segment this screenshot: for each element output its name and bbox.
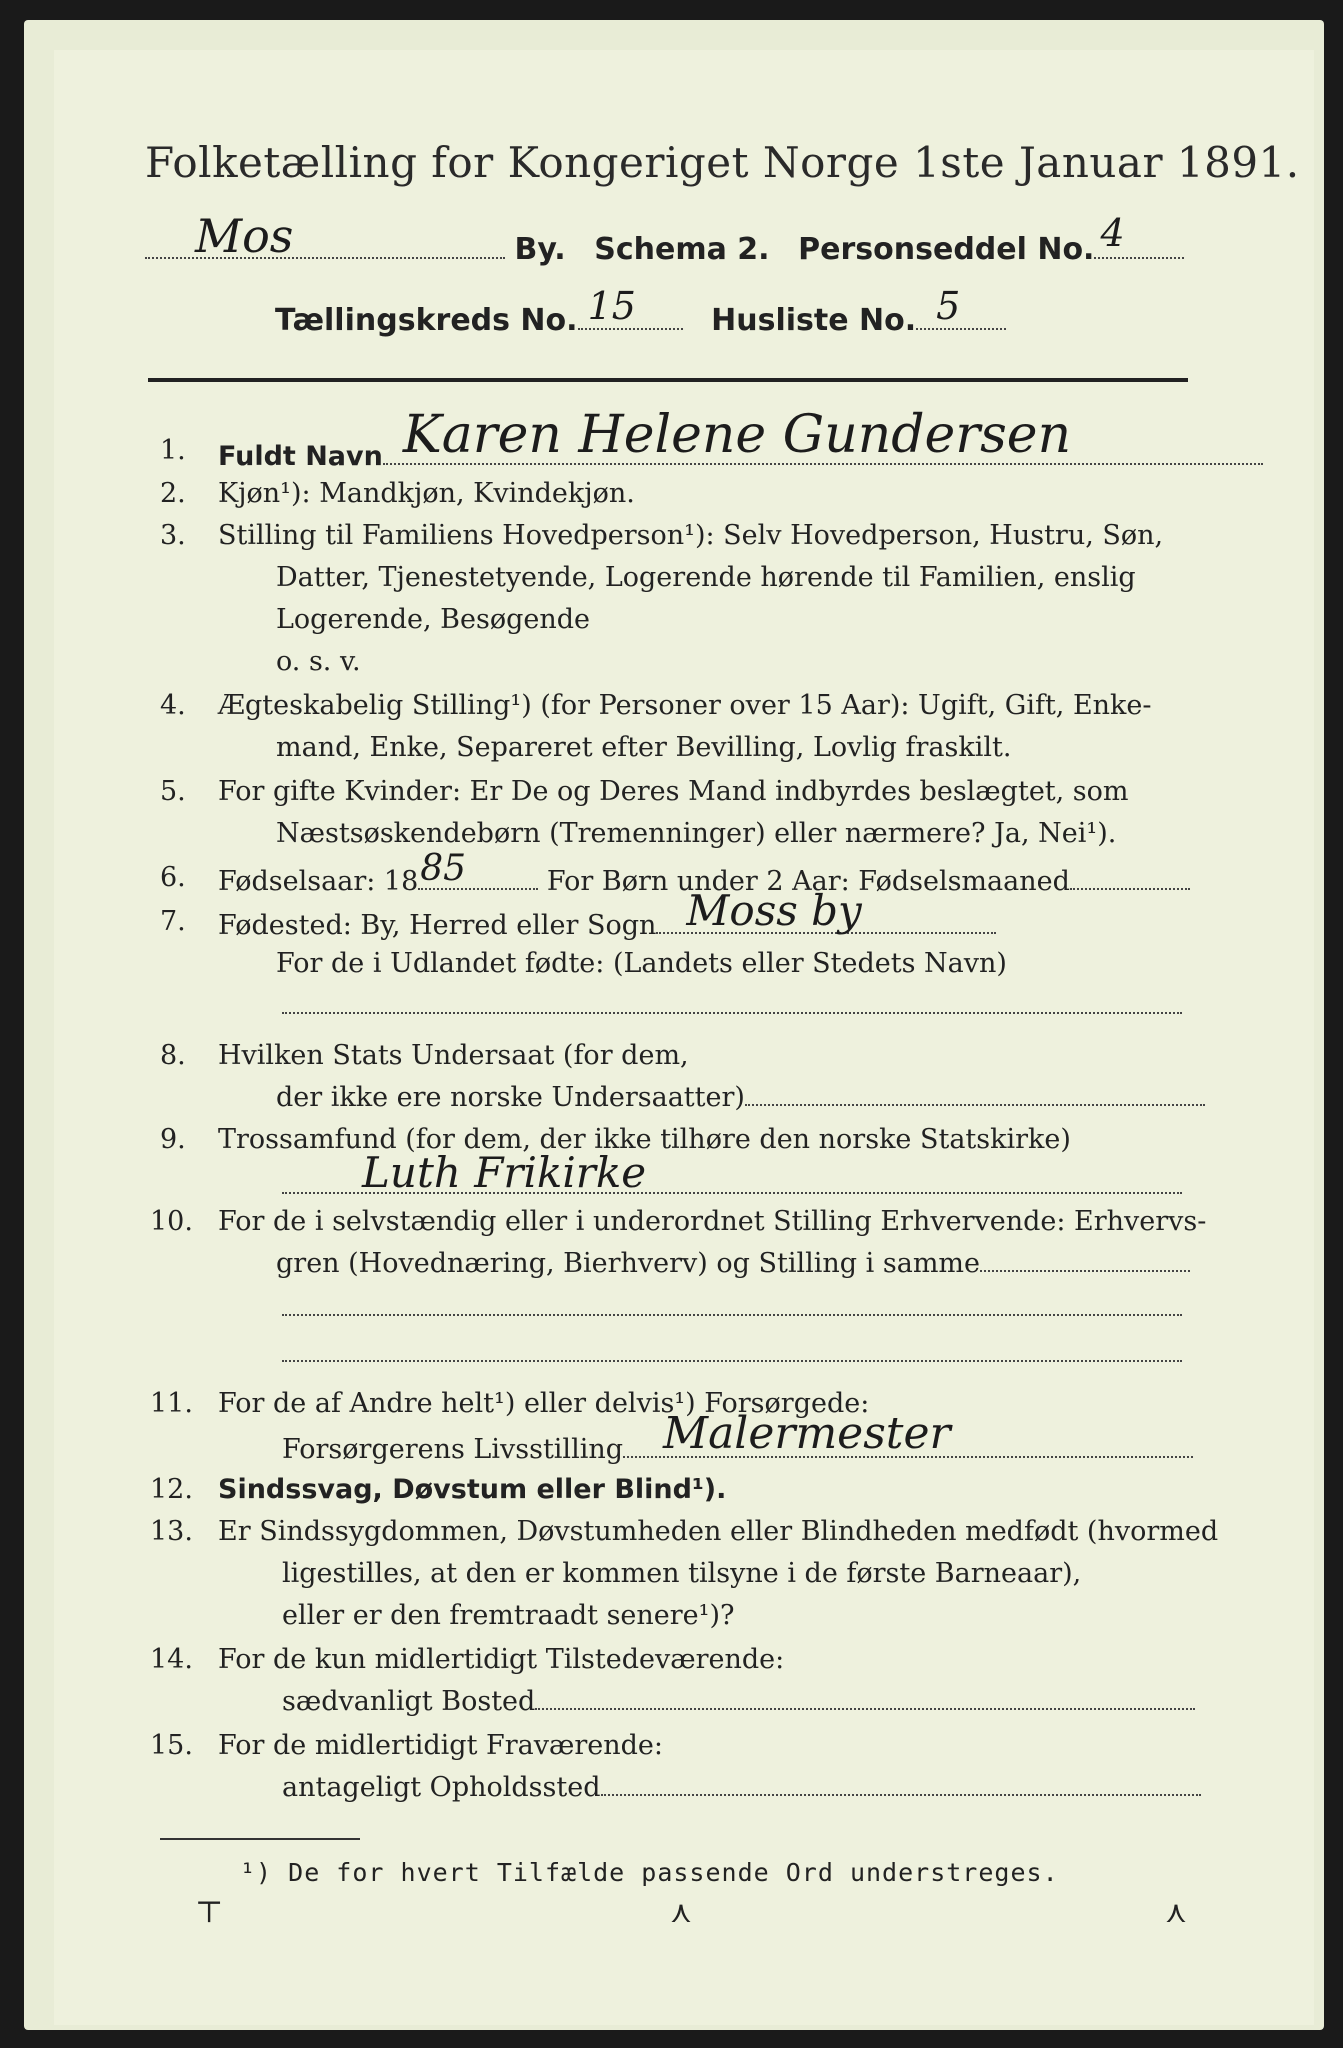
- item-9-answer: Luth Frikirke: [362, 1148, 647, 1197]
- item-13-number: 13.: [150, 1516, 193, 1547]
- item-8-line-2: [276, 1082, 1205, 1113]
- item-13-line-3: eller er den fremtraadt senere¹)?: [282, 1600, 735, 1631]
- form-title: Folketælling for Kongeriget Norge 1ste Januar 1891.: [145, 138, 1300, 187]
- item-7-number: 7.: [160, 906, 186, 937]
- item-2-line: Kjøn¹): Mandkjøn, Kvindekjøn.: [218, 478, 635, 509]
- header-row-1: [145, 209, 1184, 267]
- item-2-number: 2.: [160, 478, 186, 509]
- item-1-line: [218, 405, 1263, 472]
- item-3-line-4: o. s. v.: [276, 646, 361, 677]
- item-13-line-2: ligestilles, at den er kommen tilsyne i de første Barneaar),: [282, 1558, 1082, 1589]
- item-10-line-2: [276, 1248, 1190, 1279]
- item-4-number: 4.: [160, 690, 186, 721]
- header-row-2: [275, 284, 1006, 338]
- item-8-label: der ikke ere norske Undersaatter): [276, 1082, 745, 1113]
- footnote-divider: [160, 1838, 360, 1840]
- by-label: By.: [514, 232, 566, 267]
- item-12-number: 12.: [150, 1474, 193, 1505]
- corner-mark-right: ⋏: [1165, 1895, 1187, 1930]
- item-7-answer: Moss by: [686, 886, 862, 935]
- item-5-number: 5.: [160, 776, 186, 807]
- item-7-blank: [282, 990, 1182, 1021]
- schema-label: Schema 2.: [594, 232, 770, 267]
- item-14-line-1: For de kun midlertidigt Tilstedeværende:: [218, 1644, 785, 1675]
- item-8-line-1: Hvilken Stats Undersaat (for dem,: [218, 1040, 689, 1071]
- kreds-no: 15: [587, 284, 636, 328]
- item-10-number: 10.: [150, 1206, 193, 1237]
- item-11-number: 11.: [150, 1388, 193, 1419]
- item-11-line-1: For de af Andre helt¹) eller delvis¹) Forsørgede:: [218, 1388, 870, 1419]
- item-6-label: Fødselsaar: 18: [218, 866, 419, 897]
- husliste-label: Husliste No.: [711, 303, 917, 338]
- husliste-no: 5: [936, 284, 961, 328]
- form-paper: [54, 50, 1314, 2025]
- item-1-number: 1.: [160, 435, 186, 466]
- item-4-line-1: Ægteskabelig Stilling¹) (for Personer over 15 Aar): Ugift, Gift, Enke-: [218, 690, 1152, 721]
- personseddel-label: Personseddel No.: [798, 232, 1095, 267]
- corner-mark-center: ⋏: [670, 1895, 692, 1930]
- item-1-answer: Karen Helene Gundersen: [402, 405, 1072, 465]
- item-14-line-2: [282, 1686, 1195, 1717]
- item-1-label: Fuldt Navn: [218, 441, 383, 472]
- item-12-line: Sindssvag, Døvstum eller Blind¹).: [218, 1474, 727, 1505]
- item-5-line-2: Næstsøskendebørn (Tremenninger) eller nærmere? Ja, Nei¹).: [276, 818, 1117, 849]
- kreds-label: Tællingskreds No.: [275, 303, 578, 338]
- footnote: ¹) De for hvert Tilfælde passende Ord understreges.: [240, 1858, 1059, 1887]
- item-6-number: 6.: [160, 862, 186, 893]
- item-14-label: sædvanligt Bosted: [282, 1686, 536, 1717]
- item-10-blank-1: [282, 1292, 1182, 1323]
- item-6-subquestion: For Børn under 2 Aar: Fødselsmaaned: [546, 866, 1070, 897]
- item-7-line-1: [218, 886, 996, 941]
- item-11-line-2: [282, 1408, 1193, 1465]
- item-3-line-2: Datter, Tjenestetyende, Logerende hørende til Familien, enslig: [276, 562, 1136, 593]
- item-14-number: 14.: [150, 1644, 193, 1675]
- item-3-line-3: Logerende, Besøgende: [276, 604, 590, 635]
- item-13-line-1: Er Sindssygdommen, Døvstumheden eller Blindheden medfødt (hvormed: [218, 1516, 1219, 1547]
- item-4-line-2: mand, Enke, Separeret efter Bevilling, Lovlig fraskilt.: [276, 732, 1012, 763]
- item-7-line-2: For de i Udlandet fødte: (Landets eller Stedets Navn): [276, 948, 1007, 979]
- item-3-number: 3.: [160, 520, 186, 551]
- item-15-line-1: For de midlertidigt Fraværende:: [218, 1730, 664, 1761]
- item-11-answer: Malermester: [663, 1408, 951, 1459]
- item-15-line-2: [282, 1772, 1201, 1803]
- item-5-line-1: For gifte Kvinder: Er De og Deres Mand indbyrdes beslægtet, som: [218, 776, 1129, 807]
- item-10-blank-2: [282, 1338, 1182, 1369]
- item-8-number: 8.: [160, 1040, 186, 1071]
- item-10-label: gren (Hovednæring, Bierhverv) og Stilling i samme: [276, 1248, 981, 1279]
- personseddel-no: 4: [1100, 211, 1125, 255]
- item-9-answer-line: [282, 1148, 1182, 1202]
- corner-mark-left: ⊤: [195, 1895, 224, 1930]
- item-7-label: Fødested: By, Herred eller Sogn: [218, 910, 657, 941]
- item-3-line-1: Stilling til Familiens Hovedperson¹): Selv Hovedperson, Hustru, Søn,: [218, 520, 1164, 551]
- item-10-line-1: For de i selvstændig eller i underordnet Stilling Erhvervende: Erhvervs-: [218, 1206, 1207, 1237]
- item-15-label: antageligt Opholdssted: [282, 1772, 601, 1803]
- item-9-number: 9.: [160, 1124, 186, 1155]
- item-15-number: 15.: [150, 1730, 193, 1761]
- city-handwritten: Mos: [195, 209, 294, 263]
- header-divider: [148, 378, 1188, 382]
- item-11-label: Forsørgerens Livsstilling: [282, 1434, 624, 1465]
- item-9-line-1: Trossamfund (for dem, der ikke tilhøre den norske Statskirke): [218, 1124, 1071, 1155]
- item-6-answer: 85: [420, 848, 467, 889]
